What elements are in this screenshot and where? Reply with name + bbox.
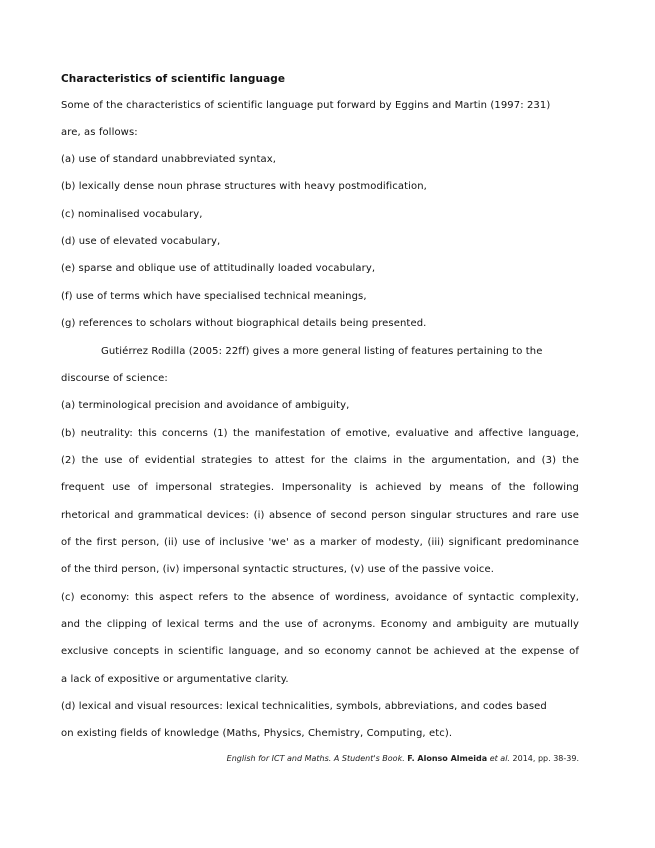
feature-c-line-1: (c) economy: this aspect refers to the absence of wordiness, avoidance of syntactic complexity, [61, 592, 579, 603]
feature-b-line-3: frequent use of impersonal strategies. Impersonality is achieved by means of the following [61, 482, 579, 493]
feature-c-line-2: and the clipping of lexical terms and the use of acronyms. Economy and ambiguity are mutually [61, 619, 579, 630]
citation-etal: et al. [489, 754, 510, 763]
gutierrez-intro-line-2: discourse of science: [61, 373, 168, 384]
intro-line-1: Some of the characteristics of scientific language put forward by Eggins and Martin (1997: 231) [61, 100, 551, 111]
feature-b-line-1: (b) neutrality: this concerns (1) the manifestation of emotive, evaluative and affective language, [61, 428, 579, 439]
eggins-item-b: (b) lexically dense noun phrase structures with heavy postmodification, [61, 181, 427, 192]
source-citation [227, 754, 579, 763]
feature-d-line-1: (d) lexical and visual resources: lexical technicalities, symbols, abbreviations, and codes based [61, 701, 547, 712]
eggins-item-d: (d) use of elevated vocabulary, [61, 236, 221, 247]
feature-b-line-2: (2) the use of evidential strategies to attest for the claims in the argumentation, and (3) the [61, 455, 579, 466]
feature-b-line-5: of the first person, (ii) use of inclusive 'we' as a marker of modesty, (iii) significant predominance [61, 537, 579, 548]
feature-b-line-4: rhetorical and grammatical devices: (i) absence of second person singular structures and rare use [61, 510, 579, 521]
eggins-item-f: (f) use of terms which have specialised technical meanings, [61, 291, 367, 302]
eggins-item-c: (c) nominalised vocabulary, [61, 209, 203, 220]
eggins-item-g: (g) references to scholars without biographical details being presented. [61, 318, 427, 329]
citation-author: F. Alonso Almeida [407, 754, 488, 763]
eggins-item-e: (e) sparse and oblique use of attitudinally loaded vocabulary, [61, 263, 376, 274]
intro-line-2: are, as follows: [61, 127, 138, 138]
feature-a: (a) terminological precision and avoidance of ambiguity, [61, 400, 350, 411]
feature-d-line-2: on existing fields of knowledge (Maths, Physics, Chemistry, Computing, etc). [61, 728, 453, 739]
feature-b-line-6: of the third person, (iv) impersonal syntactic structures, (v) use of the passive voice. [61, 564, 494, 575]
citation-pages: 2014, pp. 38-39. [512, 754, 579, 763]
feature-c-line-4: a lack of expositive or argumentative clarity. [61, 674, 289, 685]
feature-c-line-3: exclusive concepts in scientific language, and so economy cannot be achieved at the expense of [61, 646, 579, 657]
citation-book-title: English for ICT and Maths. A Student's Book. [226, 754, 405, 763]
eggins-item-a: (a) use of standard unabbreviated syntax, [61, 154, 277, 165]
gutierrez-intro-line-1: Gutiérrez Rodilla (2005: 22ff) gives a more general listing of features pertaining to the [101, 346, 543, 357]
section-title: Characteristics of scientific language [61, 73, 286, 85]
